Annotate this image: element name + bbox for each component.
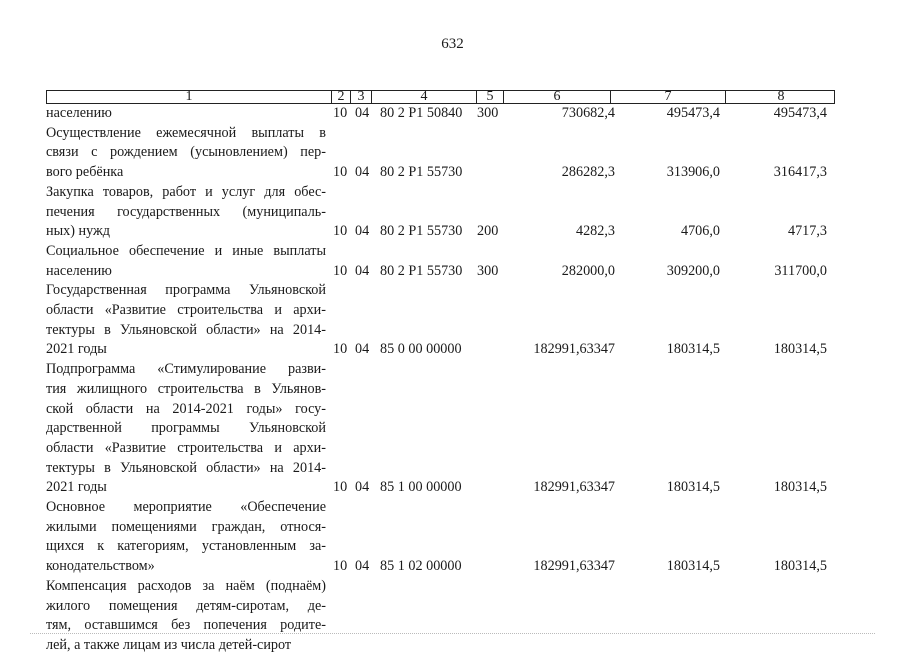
cell-col-8: 316417,3 [773, 164, 827, 181]
cell-col-2: 10 [333, 262, 348, 279]
description-line: населению [46, 105, 112, 121]
description-line: конодательством» [46, 558, 155, 575]
cell-col-3: 04 [355, 164, 370, 181]
description-line: Государственная программа Ульяновской [46, 282, 326, 299]
header-col-2: 2 [332, 91, 351, 103]
description-line: лей, а также лицам из числа детей-сирот [46, 636, 292, 653]
row-description [46, 242, 326, 281]
header-col-8: 8 [777, 89, 785, 104]
description-line: тектуры в Ульяновской области» на 2014- [46, 321, 326, 338]
cell-col-8: 495473,4 [773, 105, 827, 121]
header-col-6: 6 [504, 91, 611, 103]
cell-col-4: 85 1 00 00000 [380, 479, 462, 496]
cell-col-5: 200 [477, 223, 499, 240]
header-col-4: 4 [372, 91, 477, 103]
description-line: населению [46, 262, 112, 279]
description-line: щихся к категориям, установленным за- [46, 538, 326, 555]
cell-col-2: 10 [333, 558, 348, 575]
row-description [46, 498, 326, 577]
cell-col-7: 495473,4 [666, 105, 720, 121]
cell-col-6: 182991,63347 [533, 479, 615, 496]
description-line: тям, оставшимся без попечения родите- [46, 617, 326, 634]
cell-col-8: 180314,5 [773, 558, 827, 575]
cell-col-2: 10 [333, 223, 348, 240]
cell-col-6: 282000,0 [561, 262, 615, 279]
scan-artifact-line [30, 631, 875, 634]
cell-col-2: 10 [333, 479, 348, 496]
description-line: 2021 годы [46, 479, 107, 496]
description-line: жилыми помещениями граждан, относя- [46, 518, 326, 535]
cell-col-7: 309200,0 [666, 262, 720, 279]
cell-col-3: 04 [355, 105, 370, 121]
description-line: ных) нужд [46, 223, 111, 240]
description-line: связи с рождением (усыновлением) пер- [46, 144, 326, 161]
description-line: Компенсация расходов за наём (поднаём) [46, 577, 326, 594]
cell-col-6: 182991,63347 [533, 558, 615, 575]
cell-col-5: 300 [477, 262, 499, 279]
description-line: области «Развитие строительства и архи- [46, 302, 326, 318]
description-line: 2021 годы [46, 341, 107, 358]
cell-col-2: 10 [333, 105, 348, 121]
row-description [46, 104, 326, 124]
cell-col-2: 10 [333, 341, 348, 358]
description-line: жилого помещения детям-сиротам, де- [46, 597, 326, 614]
row-description [46, 577, 326, 656]
description-line: области «Развитие строительства и архи- [46, 439, 326, 456]
cell-col-3: 04 [355, 479, 370, 496]
row-description [46, 281, 326, 360]
cell-col-4: 80 2 P1 55730 [380, 262, 463, 279]
cell-col-6: 4282,3 [575, 223, 615, 240]
cell-col-3: 04 [355, 223, 370, 240]
description-line: вого ребёнка [46, 164, 124, 181]
page-number: 632 [441, 36, 464, 52]
description-line: Закупка товаров, работ и услуг для обес- [46, 183, 326, 200]
cell-col-4: 85 0 00 00000 [380, 341, 462, 358]
description-line: Осуществление ежемесячной выплаты в [46, 124, 326, 141]
cell-col-8: 4717,3 [787, 223, 827, 240]
cell-col-7: 180314,5 [666, 558, 720, 575]
cell-col-4: 80 2 P1 55730 [380, 164, 463, 181]
cell-col-3: 04 [355, 262, 370, 279]
cell-col-4: 85 1 02 00000 [380, 558, 462, 575]
header-col-1: 1 [47, 91, 332, 103]
cell-col-3: 04 [355, 341, 370, 358]
cell-col-8: 311700,0 [774, 262, 827, 279]
cell-col-7: 313906,0 [666, 164, 720, 181]
description-line: Основное мероприятие «Обеспечение [46, 499, 326, 515]
cell-col-4: 80 2 P1 55730 [380, 223, 463, 240]
row-description [46, 183, 326, 242]
cell-col-3: 04 [355, 558, 370, 575]
cell-col-8: 180314,5 [773, 341, 827, 358]
header-col-3: 3 [351, 91, 372, 103]
cell-col-2: 10 [333, 164, 348, 181]
cell-col-7: 180314,5 [666, 341, 720, 358]
description-line: ской области на 2014-2021 годы» госу- [46, 400, 326, 417]
description-line: тия жилищного строительства в Ульянов- [46, 380, 326, 397]
header-col-5: 5 [477, 91, 504, 103]
cell-col-6: 286282,3 [561, 164, 615, 181]
description-line: Подпрограмма «Стимулирование разви- [46, 361, 326, 378]
cell-col-6: 730682,4 [561, 105, 615, 121]
description-line: тектуры в Ульяновской области» на 2014- [46, 459, 326, 476]
cell-col-5: 300 [477, 105, 499, 121]
table-header [46, 90, 835, 104]
row-description [46, 360, 326, 498]
cell-col-6: 182991,63347 [533, 341, 615, 358]
cell-col-7: 4706,0 [680, 223, 720, 240]
cell-col-7: 180314,5 [666, 479, 720, 496]
description-line: печения государственных (муниципаль- [46, 203, 326, 220]
cell-col-4: 80 2 P1 50840 [380, 105, 463, 121]
description-line: дарственной программы Ульяновской [46, 420, 326, 437]
row-description [46, 124, 326, 183]
header-col-7: 7 [611, 91, 726, 103]
description-line: Социальное обеспечение и иные выплаты [46, 242, 326, 259]
cell-col-8: 180314,5 [773, 479, 827, 496]
